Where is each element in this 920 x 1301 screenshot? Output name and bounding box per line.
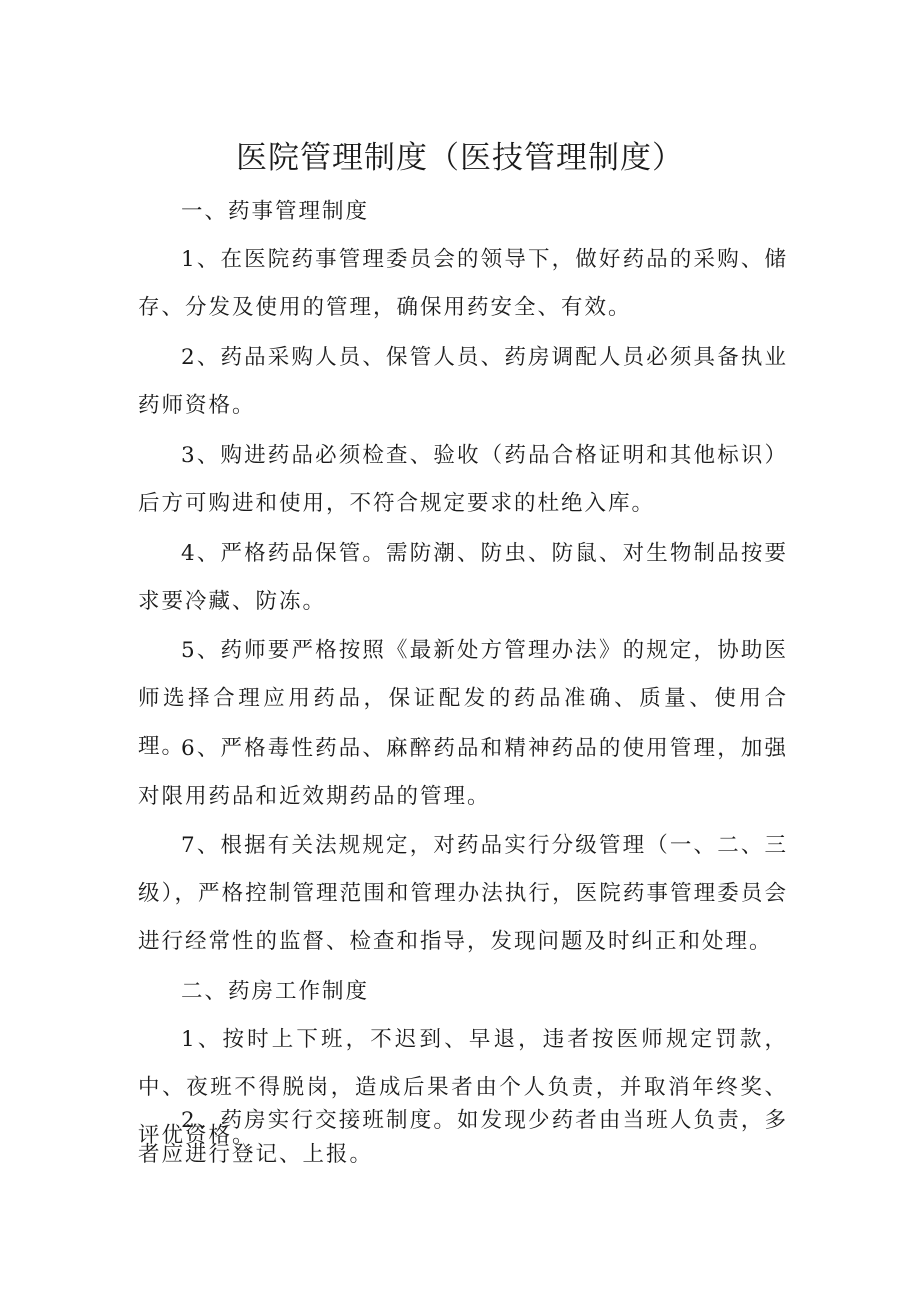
paragraph-2-2: 2、药房实行交接班制度。如发现少药者由当班人负责，多者应进行登记、上报。	[138, 1108, 788, 1167]
paragraph-1-6: 6、严格毒性药品、麻醉药品和精神药品的使用管理，加强对限用药品和近效期药品的管理。	[138, 736, 788, 809]
paragraph-1-5: 5、药师要严格按照《最新处方管理办法》的规定，协助医师选择合理应用药品，保证配发的药品准确、质量、使用合理。	[138, 638, 788, 759]
paragraph-1-1: 1、在医院药事管理委员会的领导下，做好药品的采购、储存、分发及使用的管理，确保用药安全、有效。	[138, 247, 788, 320]
document-title: 医院管理制度（医技管理制度）	[236, 140, 684, 176]
paragraph-1-7: 7、根据有关法规规定，对药品实行分级管理（一、二、三级），严格控制管理范围和管理办法执行，医院药事管理委员会进行经常性的监督、检查和指导，发现问题及时纠正和处理。	[138, 833, 788, 954]
section-heading-pharmacy-work: 二、药房工作制度	[181, 979, 370, 1004]
paragraph-2-1: 1、按时上下班，不迟到、早退，违者按医师规定罚款，中、夜班不得脱岗，造成后果者由个人负责，并取消年终奖、评优资格。	[138, 1027, 788, 1148]
paragraph-1-2: 2、药品采购人员、保管人员、药房调配人员必须具备执业药师资格。	[138, 345, 788, 418]
paragraph-1-3: 3、购进药品必须检查、验收（药品合格证明和其他标识）后方可购进和使用，不符合规定要求的杜绝入库。	[138, 443, 788, 516]
paragraph-1-4: 4、严格药品保管。需防潮、防虫、防鼠、对生物制品按要求要冷藏、防冻。	[138, 541, 788, 614]
section-heading-drug-management: 一、药事管理制度	[181, 199, 370, 224]
